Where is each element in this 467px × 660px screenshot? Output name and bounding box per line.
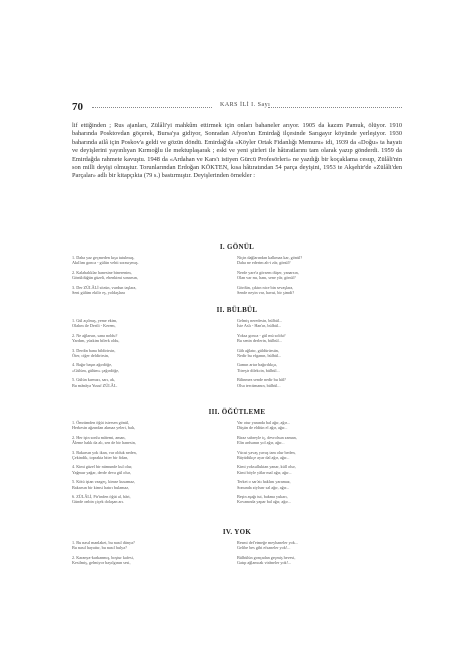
- verse-line: 4. Bağır başın ağırdöğe,: [72, 362, 113, 368]
- verse-line: 2. Ne ağlarsın, sana noldu?: [72, 332, 118, 338]
- verse-line: Resmi def'etmeğe meyhaneler yok...: [237, 540, 298, 545]
- verse-line: 2. Kalabalıklar hanesine binerenim,: [72, 269, 132, 275]
- verse-line: Gördün, çıktın nice bin sevaşlara,: [237, 284, 294, 290]
- verse-line: Var otur yanında bal ağır, ağır...: [237, 420, 290, 425]
- section-left-column: [72, 540, 222, 566]
- verse-line: 5. Kötü iştan vazgeç, kimse kusamaz,: [72, 479, 136, 485]
- verse-line: Niçin dağlarından kalkmaz kar, gönül?: [237, 255, 303, 260]
- verse-line: 3. Bakarsın yok ikan, var olduk neden,: [72, 449, 137, 455]
- verse-line: Vücut yavaş yavaş tam olur beden,: [237, 449, 296, 455]
- section-title: III. ÖĞÜTLEME: [208, 408, 266, 416]
- verse-line: Kesilmiş, gelmiyor bayılgının sesi,: [72, 560, 131, 566]
- header-title: KARS İLİ I. Sayı: [220, 102, 271, 108]
- verse-line: Nerde yare'a görsem düşer, yanarsın,: [237, 269, 299, 275]
- verse-line: 2. Her işin sonlu mâtemi, aman,: [72, 434, 126, 440]
- verse-line: Olalım ile Dertli - Kerem,: [72, 323, 116, 329]
- section-title: IV. YOK: [222, 528, 252, 536]
- verse-line: 1. Daha yaz geçmeden kışa tutulmuş,: [72, 255, 135, 260]
- verse-line: 6. ZÜLÂLİ, Pir'inden öğüt al, bâri,: [72, 494, 131, 500]
- verse-line: Kimi böyle yâlar mal ağır, ağır...: [237, 469, 292, 475]
- verse-line: Gatıp ağlamcak virâneler yok!...: [237, 560, 292, 566]
- verse-line: Elin ardsanın yol ağır, ağır...: [237, 440, 285, 446]
- page-number: 70: [72, 101, 83, 113]
- verse-line: Gâh ağlatır, güldürürsün,: [237, 347, 279, 353]
- verse-line: Sonunda ziylxnr sal ağır, ağır...: [237, 484, 290, 490]
- verse-line: Büyüdükçe ayar dal ağır, ağır...: [237, 455, 290, 461]
- verse-line: Bakarsın bir kimsi hatırı bulamaz,: [72, 484, 130, 490]
- section-right-column: [237, 540, 397, 566]
- verse-line: Olsa tercümanın, bülbül...: [237, 382, 281, 388]
- header-dots-right: [268, 107, 402, 108]
- verse-line: Düşün de eldiün el ağır, ağır...: [237, 425, 288, 431]
- section-title: I. GÖNÜL: [219, 243, 255, 251]
- verse-line: Bilinmez sende nedir bu hâl?: [237, 377, 286, 383]
- intro-text: lif ettiğinden ; Rus ajanları, Zülâli'yi mahkûm ettirmek için onları bahaneler arıyor. 1905 da kazım Pamuk, ölüyor. 1910 baharında Posktovdan göçerek, Bursa'ya gidiyor, Sonradan Afyon'un Emirdağ ilçesinde Sarıgayır köyünde yerleşiyor. 1930 baharında ailâ için Poskov'a geldi ve gözün döndü. Emirdağ'da «Köyler Ortak Fidanlığı Memuru» idi, 1939 da «Doğu» ta hayatı ve deyişlerini yayınlıyan Kırmoğlu ile mektuplaşarak ; eski ve yeni şiirleri ile hâtıratlarını tam olarak yazıp gönderdi. 1959 da Emirdağda rahmete kavuştu. 1948 da «Ardahan ve Kars'ı istiyen Gürcü Profesörleri» ne yazdığı bir koçaklama cesup, Zülâli'nin son milli deyişi olmuştur. Torunlarından Erdoğan KÖKTEN, kısa hâtıratından 54 parça deyişini, 1953 te Akşehir'de «Zülâli'den Parçalar» adlı bir kitapçıkta (79 s.) bastırmıştır. Deyişlerinden örnekler :: [72, 122, 402, 180]
- verse-line: Âleme hakk da alı, sen de bir hanesin,: [72, 440, 136, 446]
- verse-line: Terket o sar'atı haklını yaramaz,: [237, 479, 291, 485]
- verse-line: Gelibe bes gibi efsaneler yok!...: [237, 545, 291, 551]
- section-right-column: [237, 318, 397, 388]
- section-left-column: [72, 255, 222, 295]
- verse-line: Bülbülün gonçadan geçmiş hevesi,: [237, 554, 296, 560]
- verse-line: Öter, ciğer deldirirsin,: [72, 353, 110, 359]
- verse-line: Seni gülüm ekilir eş, yoldaşlara: [72, 290, 125, 296]
- verse-line: Yoksa gonca - gül mü soldu?: [237, 332, 286, 338]
- intro-paragraph: [72, 122, 402, 181]
- verse-line: Sende neyin var, havut, bir şimdi?: [237, 290, 295, 296]
- verse-line: Bu mânâya Yusuf ZÜLÂL.: [72, 382, 118, 388]
- verse-line: Gelmiş neredesin, bülbül...: [237, 318, 283, 323]
- section-right-column: [237, 255, 397, 295]
- verse-line: 1. Ömrümden öğüt istersen gönül,: [72, 420, 130, 425]
- verse-line: Herkesin ağzından akmaz yeleri, balı,: [72, 425, 136, 431]
- verse-line: Olan var mı, hanı, sene yâr, gönül?: [237, 275, 296, 281]
- page-header: [72, 101, 402, 113]
- section-left-column: [72, 420, 222, 505]
- verse-line: Yağmur yağar, derde deva gül olur,: [72, 469, 131, 475]
- verse-line: İste Aslı - Han'ın, bülbül...: [237, 323, 282, 329]
- section-title: II. BÜLBÜL: [216, 306, 258, 314]
- verse-line: Akıllım gonca - gülün vehti sorasıymış.: [72, 260, 139, 266]
- verse-line: 3. Derdin bana bildirirsin,: [72, 347, 116, 353]
- verse-line: Bu senin derlerin, bülbül...: [237, 338, 282, 344]
- verse-line: 3. Der ZÜLÂLİ sözün, vurdun taşlara,: [72, 284, 137, 290]
- verse-line: 1. Gül açılmış, yeme ekim,: [72, 318, 118, 323]
- verse-line: «Gülüm, gülüm» çağırdöğe,: [72, 367, 120, 373]
- verse-line: Kovanında yapar bal ağır, ağır...: [237, 499, 291, 505]
- verse-line: 1. Bu nasıl manlaket, bu nasıl dünya?: [72, 540, 135, 545]
- verse-line: Beşin aşağı tut, bakma yukarı,: [237, 494, 288, 500]
- verse-line: Gamın artar bağırdıkça,: [237, 362, 277, 368]
- verse-line: Titreşir dilekcin, bülbül...: [237, 367, 280, 373]
- verse-line: Gönüldüğün güzeli, ebenkimi sonarsın,: [72, 275, 138, 281]
- verse-line: Nedir bu efganın, bülbül...: [237, 353, 282, 359]
- section-right-column: [237, 420, 397, 505]
- verse-line: 4. Kimi güzel bir nümunde kul olur,: [72, 464, 133, 470]
- verse-line: Kimi yoksulluktan yanar, küll olur,: [237, 464, 296, 470]
- section-left-column: [72, 318, 222, 388]
- header-dots-left: [92, 107, 212, 108]
- verse-line: Bu nasıl hayattır, bu nasıl hulya?: [72, 545, 127, 551]
- verse-line: Çekindik, toprakta biter bir fidan,: [72, 455, 129, 461]
- verse-line: Biraz sabreyle iç, devrolsun zaman,: [237, 434, 297, 440]
- verse-line: 2. Karanya-karkanmış, boştur kafesi,: [72, 554, 134, 560]
- verse-line: Yardım, yüzkim bilerk oldu,: [72, 338, 120, 344]
- verse-line: Daha ne ederim ah-i zâr, gönül?: [237, 260, 291, 266]
- verse-line: 5. Gülün kırmızı, sarı, ak,: [72, 377, 116, 383]
- verse-line: Günde onbin çiçek dolaşan arı.: [72, 499, 124, 505]
